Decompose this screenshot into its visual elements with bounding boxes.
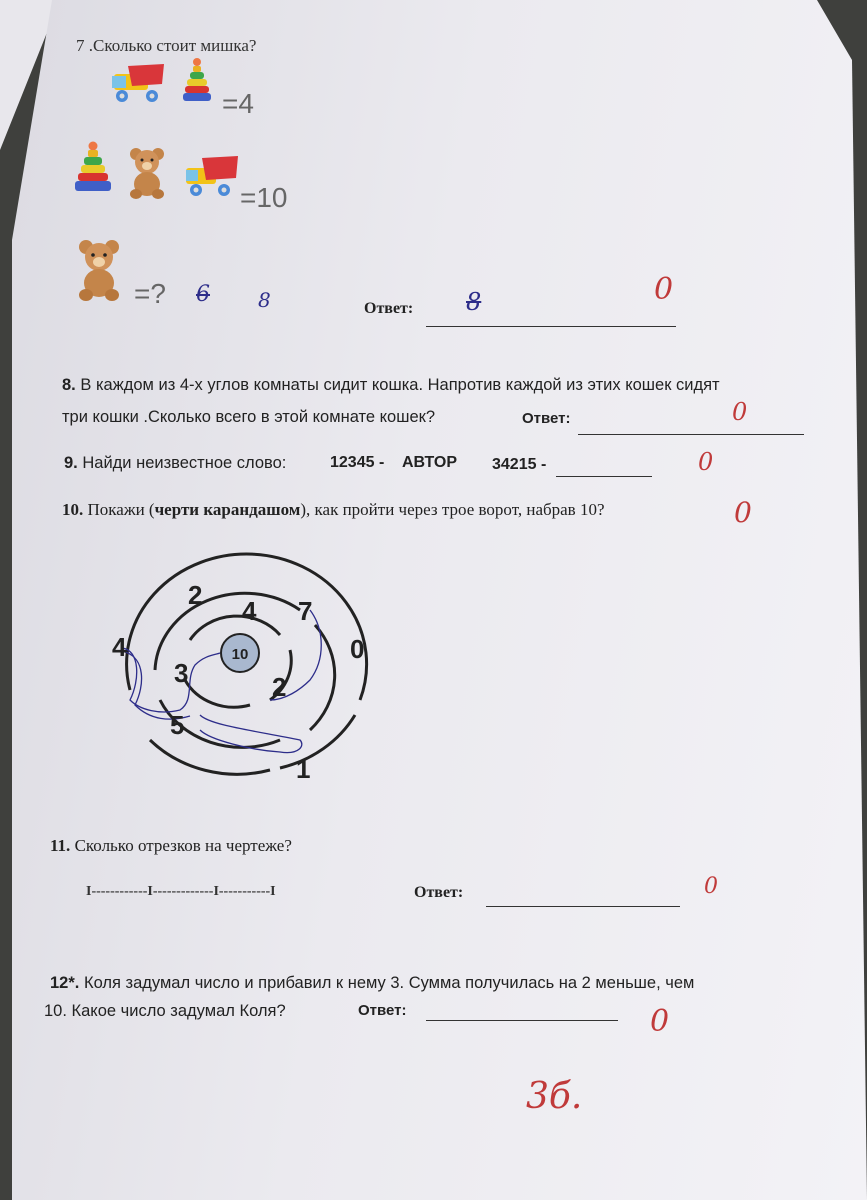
gate-number: 3 [174, 658, 189, 688]
q8-grade: 0 [732, 398, 748, 426]
q9-grade: 0 [698, 448, 714, 476]
inner-gate-arc [185, 680, 250, 707]
gate-number: 5 [170, 710, 185, 740]
q9-word1: АВТОР [402, 454, 457, 471]
truck-icon [108, 60, 170, 106]
middle-gate-arc [310, 625, 335, 730]
total-score: 3б. [526, 1076, 583, 1117]
q9-text: 9. Найди неизвестное слово: [64, 454, 287, 472]
q10-text: 10. Покажи (черти карандашом), как пройти через трое ворот, набрав 10? [62, 500, 605, 519]
gates-maze-diagram [100, 540, 390, 800]
q7-title: 7 .Сколько стоит мишка? [76, 36, 257, 55]
q7-eq2: =10 [240, 182, 288, 213]
q7-answer-line [426, 302, 676, 327]
q11-answer-label: Ответ: [414, 884, 464, 901]
q10-grade: 0 [734, 496, 752, 529]
q9-code1: 12345 - [330, 454, 385, 471]
teddy-bear-icon [74, 238, 124, 302]
q9-answer-line [556, 458, 652, 477]
center-number: 10 [231, 646, 249, 663]
q12-line1: 12*. Коля задумал число и прибавил к нему 3. Сумма получилась на 2 меньше, чем [50, 974, 695, 992]
gate-number: 4 [242, 596, 257, 626]
q7-hand-value: 8 [258, 288, 271, 312]
gate-number: 1 [296, 754, 311, 784]
q7-answer-hand: 8 [466, 288, 482, 316]
pyramid-toy-icon [180, 56, 214, 108]
q8-line1: 8. В каждом из 4-х углов комнаты сидит кошка. Напротив каждой из этих кошек сидят [62, 376, 720, 394]
q7-answer-label: Ответ: [364, 300, 414, 317]
truck-icon [182, 152, 242, 200]
q12-grade: 0 [650, 1004, 670, 1039]
pyramid-toy-icon [72, 140, 114, 200]
outer-gate-arc [150, 740, 270, 774]
q8-answer-label: Ответ: [522, 410, 571, 427]
gate-number: 0 [350, 634, 365, 664]
q7-grade: 0 [654, 272, 674, 307]
q8-answer-line [578, 414, 804, 435]
q12-answer-label: Ответ: [358, 1002, 407, 1019]
pencil-path-scribble [122, 610, 321, 753]
q7-hand-crossed: 6 [196, 282, 210, 307]
q11-answer-line [486, 888, 680, 907]
q7-eq3: =? [134, 278, 166, 309]
gate-number: 7 [298, 596, 313, 626]
q12-answer-line [426, 1004, 618, 1021]
gate-number: 2 [188, 580, 203, 610]
q12-line2: 10. Какое число задумал Коля? [44, 1002, 286, 1020]
q7-eq1: =4 [222, 88, 254, 119]
outer-gate-arc [127, 554, 367, 700]
q11-text: 11. Сколько отрезков на чертеже? [50, 836, 292, 855]
q11-grade: 0 [704, 874, 718, 899]
gate-number: 4 [112, 632, 127, 662]
q11-segments: I------------I-------------I-----------I [86, 884, 276, 899]
q9-code2: 34215 - [492, 456, 547, 473]
gate-number: 2 [272, 672, 287, 702]
q8-line2: три кошки .Сколько всего в этой комнате кошек? [62, 408, 436, 426]
teddy-bear-icon [126, 146, 168, 200]
